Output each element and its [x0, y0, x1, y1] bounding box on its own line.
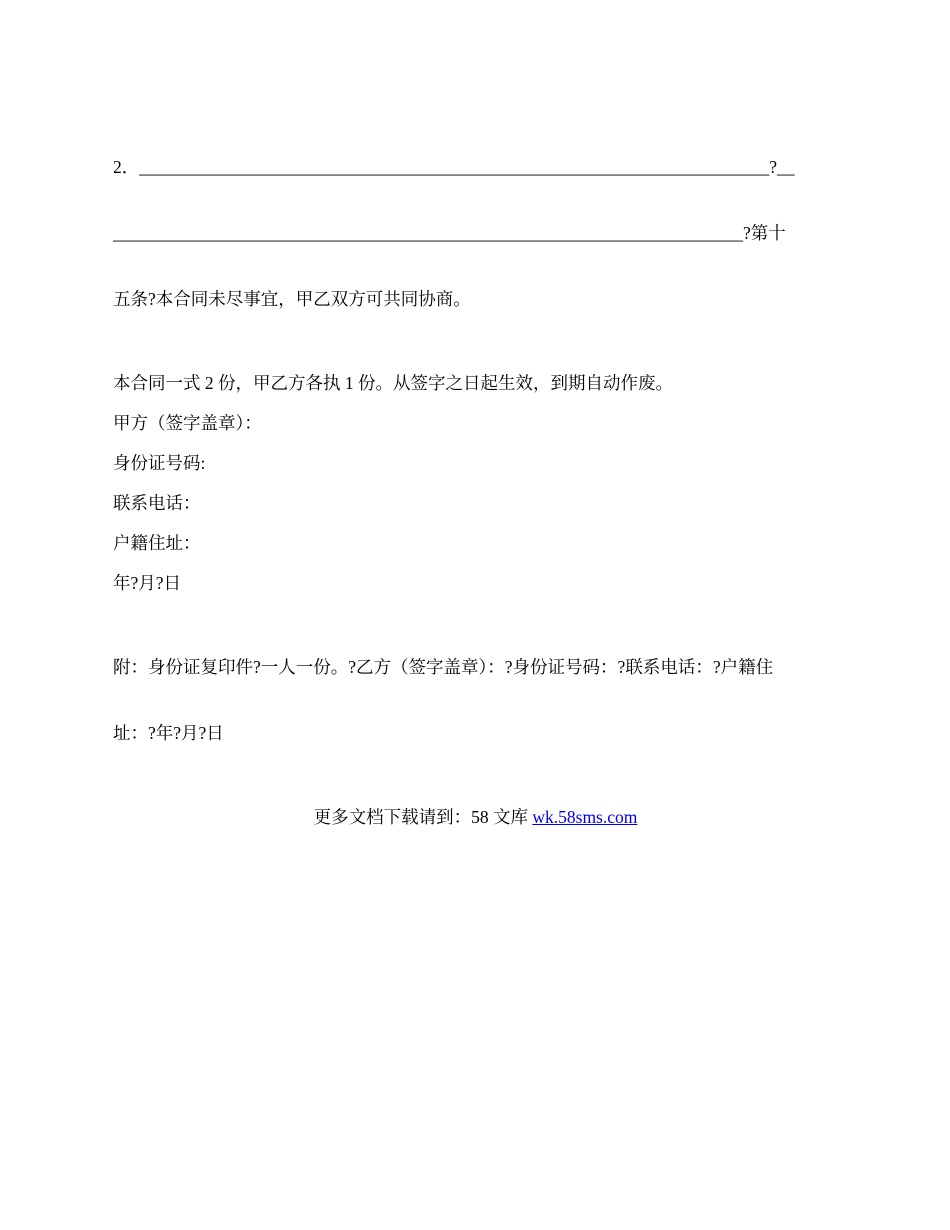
- clause-item-2-line-3: 五条?本合同未尽事宜，甲乙双方可共同协商。: [113, 289, 471, 309]
- attachment-paragraph: [113, 612, 838, 788]
- clause-item-2-line-2: ________________________________________________________________________?第十: [113, 223, 786, 243]
- clause-item-2: [113, 112, 838, 354]
- copies-clause: 本合同一式 2 份，甲乙方各执 1 份。从签字之日起生效，到期自动作废。: [113, 373, 673, 393]
- phone-label: 联系电话：: [113, 493, 201, 513]
- date-label: 年?月?日: [113, 573, 182, 593]
- party-a-signature-label: 甲方（签字盖章）：: [113, 413, 262, 433]
- id-number-label: 身份证号码:: [113, 453, 206, 473]
- address-label: 户籍住址：: [113, 533, 201, 553]
- footer-link[interactable]: wk.58sms.com: [532, 807, 638, 827]
- footer-text: 更多文档下载请到：58 文库: [313, 807, 533, 827]
- attachment-line-2: 址：?年?月?日: [113, 723, 224, 743]
- attachment-line-1: 附：身份证复印件?一人一份。?乙方（签字盖章）：?身份证号码：?联系电话：?户籍住: [113, 657, 774, 677]
- clause-item-2-line-1: 2．________________________________________________________________________?__: [113, 157, 795, 177]
- download-footer: [113, 806, 838, 828]
- document-body: [113, 112, 838, 828]
